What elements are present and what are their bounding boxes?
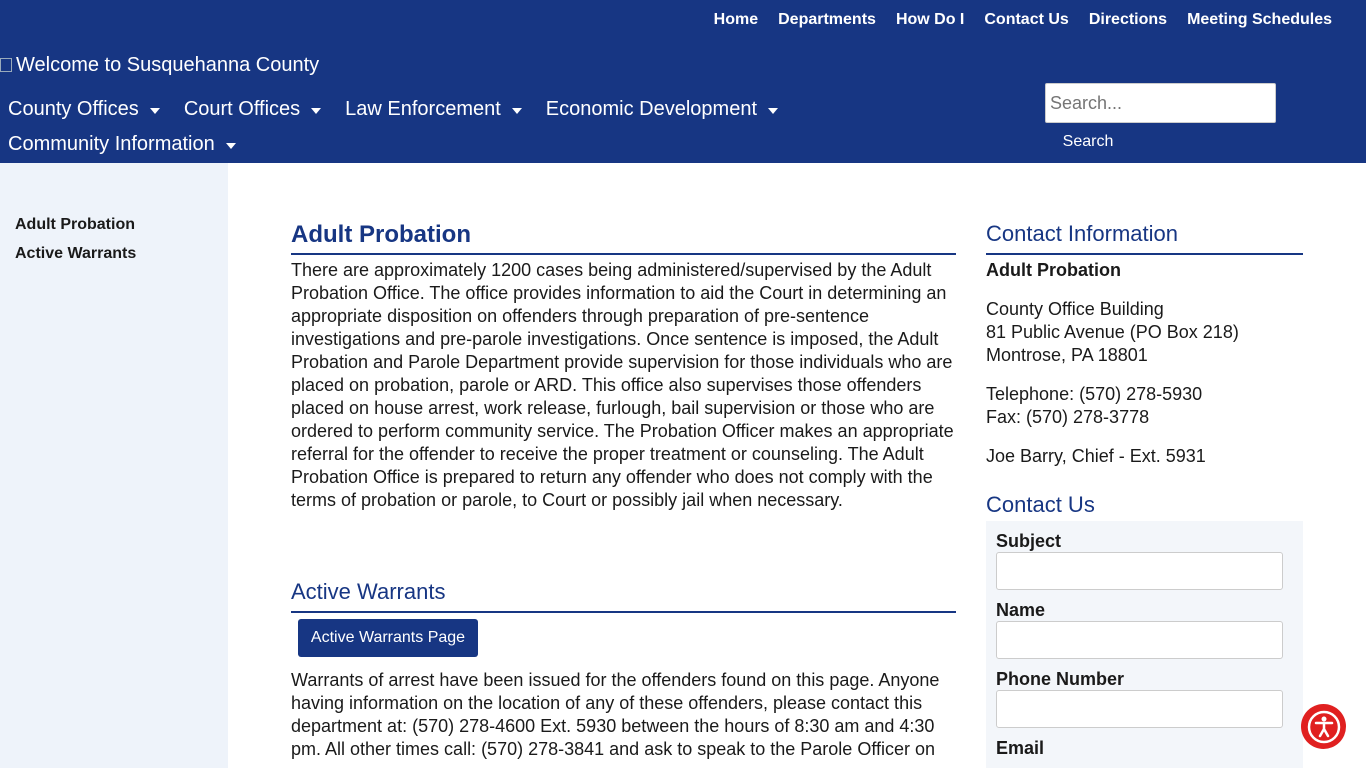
- contact-chief: Joe Barry, Chief - Ext. 5931: [986, 446, 1206, 466]
- sidebar-item-active-warrants[interactable]: Active Warrants: [15, 245, 137, 262]
- nav-label: County Offices: [8, 98, 139, 120]
- site-header: [0, 0, 1366, 163]
- nav-court-offices[interactable]: [184, 98, 321, 121]
- site-logo[interactable]: [0, 54, 319, 76]
- nav-county-offices[interactable]: [8, 98, 160, 121]
- nav-economic-development[interactable]: [546, 98, 778, 121]
- caret-down-icon: [512, 108, 522, 114]
- caret-down-icon: [768, 108, 778, 114]
- warrants-paragraph: Warrants of arrest have been issued for the offenders found on this page. Anyone having information on the location of any of these offenders, please contact this department at: (570) 278-4600 Ext. 5930 between the hours of 8:30 am and 4:30 pm. All other times call: (570) 278-3841 and ask to speak to the Parole Officer on: [291, 670, 940, 759]
- top-nav-how-do-i[interactable]: How Do I: [895, 11, 965, 28]
- phone-label: Phone Number: [996, 669, 1125, 689]
- accessibility-icon: [1307, 710, 1341, 744]
- nav-law-enforcement[interactable]: [345, 98, 522, 121]
- name-label: Name: [996, 600, 1046, 620]
- top-nav-departments[interactable]: Departments: [778, 11, 876, 28]
- contact-us-heading: Contact Us: [986, 490, 1303, 526]
- contact-form: [986, 521, 1303, 768]
- caret-down-icon: [226, 143, 236, 149]
- name-input[interactable]: [996, 621, 1283, 659]
- contact-information: [986, 219, 1303, 526]
- top-nav-meeting-schedules[interactable]: Meeting Schedules: [1187, 11, 1332, 28]
- page-title: Adult Probation: [291, 219, 956, 255]
- subject-label: Subject: [996, 531, 1062, 551]
- intro-paragraph: There are approximately 1200 cases being administered/supervised by the Adult Probation Office. The office provides information to aid the Court in determining an appropriate disposition on offenders through preparation of pre-sentence investigations and pre-parole investigations. Once sentence is imposed, the Adult Probation and Parole Department provide supervision for those individuals who are placed on probation, parole or ARD. This office also supervises those offenders placed on house arrest, work release, furlough, bail supervision or those who are ordered to perform community service. The Probation Officer makes an appropriate referral for the offender to receive the proper treatment or counseling. The Adult Probation Office is prepared to return any offender who does not comply with the terms of probation or parole, to Court or possibly jail when necessary.: [291, 260, 954, 510]
- top-nav: [704, 10, 1342, 30]
- contact-street: 81 Public Avenue (PO Box 218): [986, 322, 1239, 342]
- top-nav-home[interactable]: Home: [713, 11, 759, 28]
- search-button[interactable]: Search: [1058, 132, 1118, 152]
- caret-down-icon: [150, 108, 160, 114]
- email-label: Email: [996, 738, 1045, 758]
- contact-info-heading: Contact Information: [986, 219, 1303, 255]
- nav-label: Law Enforcement: [345, 98, 501, 120]
- contact-phone: Telephone: (570) 278-5930: [986, 384, 1203, 404]
- contact-city: Montrose, PA 18801: [986, 345, 1148, 365]
- nav-community-information[interactable]: [8, 133, 236, 156]
- top-nav-contact-us[interactable]: Contact Us: [984, 11, 1069, 28]
- phone-input[interactable]: [996, 690, 1283, 728]
- nav-label: Community Information: [8, 133, 215, 155]
- nav-label: Court Offices: [183, 98, 301, 120]
- active-warrants-heading: Active Warrants: [291, 577, 956, 613]
- sidebar-item-adult-probation[interactable]: Adult Probation: [15, 216, 135, 233]
- subject-input[interactable]: [996, 552, 1283, 590]
- main-content: [291, 219, 956, 759]
- caret-down-icon: [311, 108, 321, 114]
- accessibility-button[interactable]: [1301, 704, 1346, 749]
- broken-image-icon: [0, 58, 12, 72]
- top-nav-directions[interactable]: Directions: [1088, 11, 1168, 28]
- nav-label: Economic Development: [545, 98, 758, 120]
- search-input[interactable]: [1045, 83, 1276, 123]
- contact-dept: Adult Probation: [986, 260, 1121, 280]
- logo-alt-text: Welcome to Susquehanna County: [16, 54, 320, 76]
- sidebar: [0, 163, 228, 768]
- main-nav: [8, 92, 808, 162]
- contact-fax: Fax: (570) 278-3778: [986, 407, 1150, 427]
- contact-building: County Office Building: [986, 299, 1164, 319]
- active-warrants-page-button[interactable]: Active Warrants Page: [298, 619, 478, 657]
